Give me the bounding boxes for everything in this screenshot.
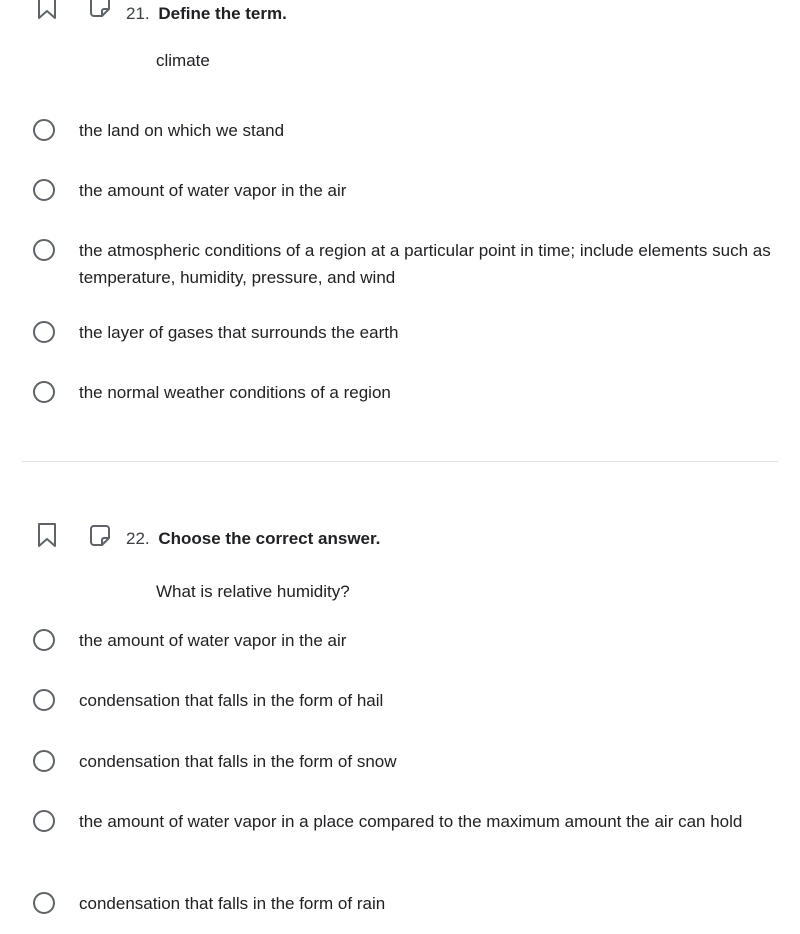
question-instruction: Define the term. (158, 4, 287, 23)
question-instruction: Choose the correct answer. (158, 529, 381, 548)
answer-option-text: condensation that falls in the form of snow (79, 752, 397, 771)
question-title (126, 528, 380, 550)
answer-option-text: the amount of water vapor in the air (79, 631, 347, 650)
question-number: 21. (126, 4, 150, 23)
radio-button[interactable] (33, 381, 55, 403)
radio-button[interactable] (33, 179, 55, 201)
radio-button[interactable] (33, 119, 55, 141)
radio-button[interactable] (33, 810, 55, 832)
radio-button[interactable] (33, 629, 55, 651)
question-prompt: What is relative humidity? (156, 582, 350, 601)
answer-option-text: the normal weather conditions of a region (79, 383, 391, 402)
sticky-note-icon[interactable] (88, 523, 112, 547)
answer-option-text: the amount of water vapor in a place compared to the maximum amount the air can hold (79, 812, 743, 831)
sticky-note-icon[interactable] (88, 0, 112, 18)
answer-option-text: the land on which we stand (79, 121, 285, 140)
bookmark-icon[interactable] (36, 0, 58, 20)
question-divider (22, 461, 778, 462)
question-prompt: climate (156, 51, 210, 70)
question-title (126, 3, 287, 25)
bookmark-icon[interactable] (36, 522, 58, 548)
answer-option-text: condensation that falls in the form of rain (79, 894, 386, 913)
radio-button[interactable] (33, 892, 55, 914)
radio-button[interactable] (33, 239, 55, 261)
question-number: 22. (126, 529, 150, 548)
answer-option-text: the atmospheric conditions of a region at a particular point in time; include elements such as temperature, humidity, pressure, and wind (79, 241, 771, 287)
answer-option-text: the layer of gases that surrounds the earth (79, 323, 399, 342)
radio-button[interactable] (33, 750, 55, 772)
answer-option-text: the amount of water vapor in the air (79, 181, 347, 200)
radio-button[interactable] (33, 689, 55, 711)
answer-option-text: condensation that falls in the form of hail (79, 691, 384, 710)
radio-button[interactable] (33, 321, 55, 343)
